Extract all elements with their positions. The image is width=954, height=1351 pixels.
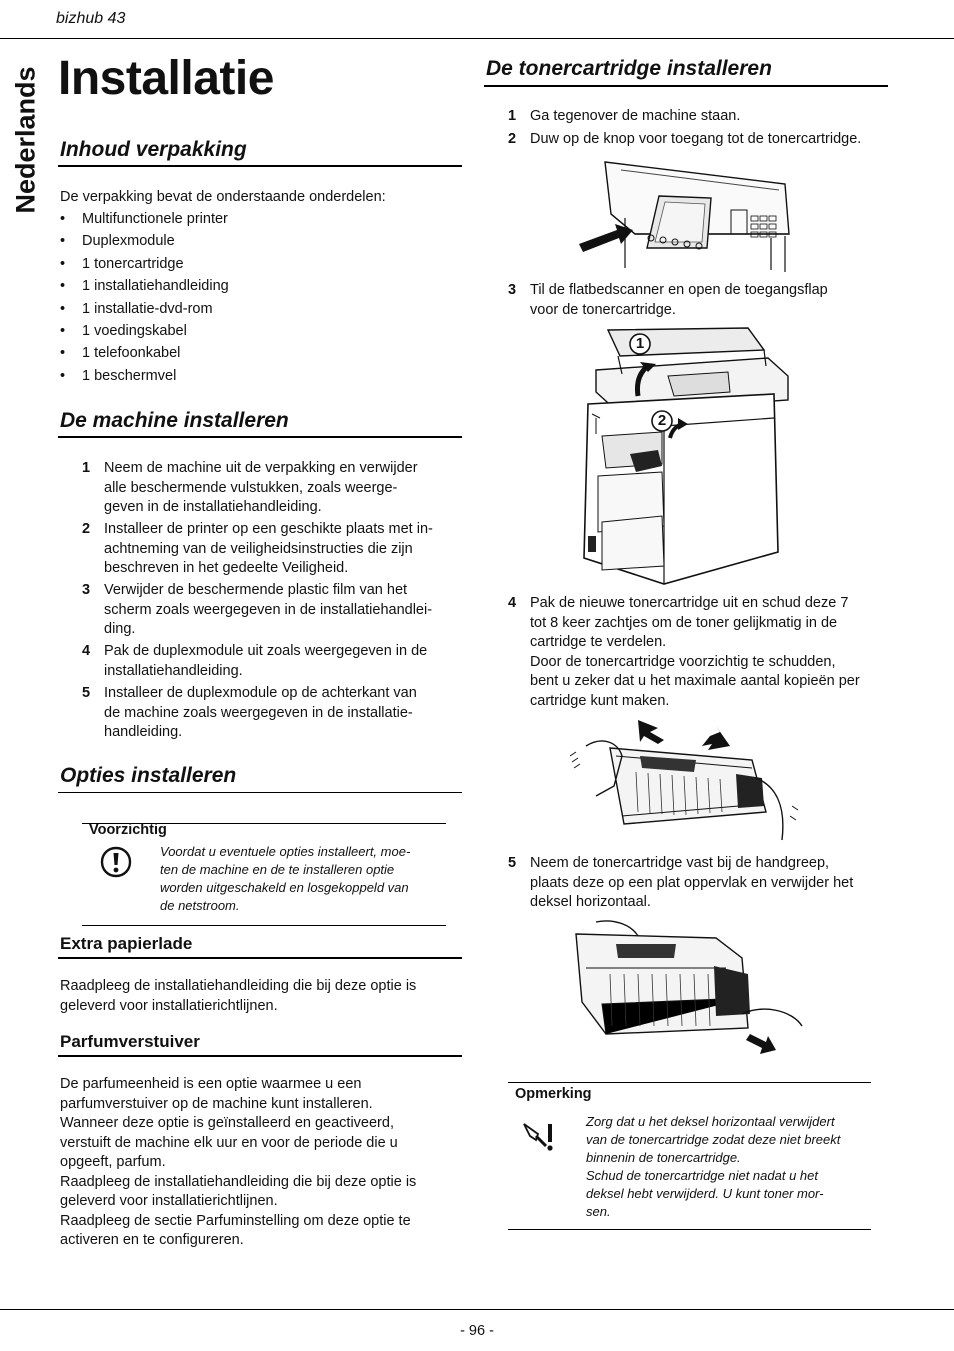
note-line: Schud de tonercartridge niet nadat u het (586, 1168, 818, 1183)
list-item: • Multifunctionele printer (60, 210, 460, 232)
note-line: binnenin de tonercartridge. (586, 1150, 741, 1165)
step-line: handleiding. (104, 724, 183, 740)
step-line: alle beschermende vulstukken, zoals weerge- (104, 479, 398, 496)
step-line: ding. (104, 621, 136, 637)
step-number: 2 (508, 131, 517, 147)
caution-bottom-rule (82, 925, 446, 926)
step-line: Ga tegenover de machine staan. (530, 108, 741, 124)
text-line: Wanneer deze optie is geïnstalleerd en geactiveerd, (60, 1115, 394, 1131)
text-line: geleverd voor installatierichtlijnen. (60, 997, 278, 1014)
text-line: De parfumeenheid is een optie waarmee u een (60, 1076, 362, 1092)
figure-open-scanner (578, 326, 792, 586)
toner-step-5 (508, 854, 898, 913)
header-rule (0, 38, 954, 39)
heading-rule (58, 165, 462, 167)
page-number: - 96 - (460, 1323, 494, 1339)
step-line: tot 8 keer zachtjes om de toner gelijkmatig in de (530, 614, 838, 631)
step-line: Door de tonercartridge voorzichtig te schudden, (530, 653, 836, 670)
heading-contents: Inhoud verpakking (60, 138, 247, 161)
step-line: cartridge kunt maken. (530, 692, 670, 709)
note-line: sen. (586, 1204, 611, 1219)
step-line: installatiehandleiding. (104, 662, 243, 679)
step-item (82, 642, 466, 684)
heading-rule (58, 957, 462, 959)
figure-callout-1: 1 (635, 335, 645, 352)
list-item: • Duplexmodule (60, 232, 460, 254)
list-item: • 1 telefoonkabel (60, 344, 460, 366)
note-bottom-rule (508, 1229, 871, 1230)
step-line: cartridge te verdelen. (530, 634, 667, 650)
step-item (82, 520, 466, 581)
step-line: Pak de duplexmodule uit zoals weergegeven in de (104, 643, 428, 659)
step-number: 1 (82, 460, 91, 476)
step-line: de machine zoals weergegeven in de installatie- (104, 704, 413, 721)
step-line: achtneming van de veiligheidsinstructies die zijn (104, 540, 413, 557)
toner-step-4 (508, 594, 898, 711)
note-top-rule (508, 1082, 871, 1083)
toner-step-1 (508, 107, 898, 127)
step-line: beschreven in het gedeelte Veiligheid. (104, 560, 349, 576)
heading-machine: De machine installeren (60, 409, 289, 432)
step-line: geven in de installatiehandleiding. (104, 499, 322, 515)
caution-title: Voorzichtig (89, 822, 167, 838)
heading-paper-tray: Extra papierlade (60, 934, 193, 953)
figure-remove-cover (566, 918, 806, 1056)
step-number: 1 (508, 108, 517, 124)
text-line: verstuift de machine elk uur en voor de periode die u (60, 1134, 398, 1151)
step-line: Duw op de knop voor toegang tot de tonercartridge. (530, 131, 862, 147)
toner-step-3 (508, 281, 898, 320)
step-number: 3 (508, 282, 517, 298)
contents-list (60, 210, 460, 389)
figure-callout-2: 2 (657, 412, 667, 429)
machine-steps (82, 459, 466, 745)
contents-intro: De verpakking bevat de onderstaande onderdelen: (60, 189, 386, 205)
list-item: • 1 installatie-dvd-rom (60, 300, 460, 322)
text-line: opgeeft, parfum. (60, 1154, 166, 1170)
step-line: scherm zoals weergegeven in de installatiehandlei- (104, 601, 433, 618)
note-line: Zorg dat u het deksel horizontaal verwijdert (586, 1114, 835, 1129)
text-line: Raadpleeg de installatiehandleiding die bij deze optie is (60, 1173, 417, 1190)
step-line: Verwijder de beschermende plastic film van het (104, 582, 408, 598)
text-line: geleverd voor installatierichtlijnen. (60, 1193, 278, 1209)
heading-rule (58, 436, 462, 438)
exclamation-icon (100, 846, 132, 878)
step-number: 4 (82, 643, 91, 659)
caution-text (160, 843, 446, 915)
step-line: Til de flatbedscanner en open de toegangsflap (530, 282, 828, 298)
step-line: Installeer de printer op een geschikte plaats met in- (104, 521, 433, 537)
note-pen-icon (522, 1118, 562, 1154)
step-number: 4 (508, 595, 517, 611)
language-label: Nederlands (10, 66, 41, 214)
heading-toner: De tonercartridge installeren (486, 57, 772, 80)
step-item (82, 581, 466, 642)
heading-options: Opties installeren (60, 764, 237, 787)
caution-line: Voordat u eventuele opties installeert, moe- (160, 844, 411, 859)
heading-rule (58, 1055, 462, 1057)
step-number: 5 (82, 685, 91, 701)
language-tab (12, 60, 40, 220)
step-line: Neem de tonercartridge vast bij de handgreep, (530, 855, 830, 871)
list-item: • 1 tonercartridge (60, 255, 460, 277)
figure-access-button (575, 156, 795, 272)
step-item (82, 684, 466, 745)
step-line: deksel horizontaal. (530, 894, 651, 910)
note-line: deksel hebt verwijderd. U kunt toner mor- (586, 1186, 824, 1201)
list-item: • 1 installatiehandleiding (60, 277, 460, 299)
heading-perfume: Parfumverstuiver (60, 1032, 200, 1051)
note-title: Opmerking (515, 1086, 592, 1102)
footer-rule (0, 1309, 954, 1310)
caution-line: de netstroom. (160, 898, 240, 913)
text-line: Raadpleeg de installatiehandleiding die bij deze optie is (60, 978, 417, 994)
caution-line: worden uitgeschakeld en losgekoppeld van (160, 880, 409, 895)
header-title: bizhub 43 (56, 10, 126, 27)
text-line: Raadpleeg de sectie Parfuminstelling om deze optie te (60, 1212, 411, 1229)
step-number: 2 (82, 521, 91, 537)
paper-tray-text (60, 977, 464, 1016)
text-line: parfumverstuiver op de machine kunt installeren. (60, 1095, 373, 1112)
page-title: Installatie (58, 52, 274, 105)
figure-shake-cartridge (566, 716, 804, 846)
step-line: plaats deze op een plat oppervlak en verwijder het (530, 874, 854, 891)
step-line: Installeer de duplexmodule op de achterkant van (104, 685, 417, 701)
step-line: Pak de nieuwe tonercartridge uit en schud deze 7 (530, 595, 849, 611)
text-line: activeren en te configureren. (60, 1232, 244, 1248)
step-number: 5 (508, 855, 517, 871)
list-item: • 1 beschermvel (60, 367, 460, 389)
note-line: van de tonercartridge zodat deze niet breekt (586, 1132, 841, 1147)
heading-rule (58, 792, 462, 793)
perfume-text (60, 1075, 464, 1251)
step-line: bent u zeker dat u het maximale aantal kopieën per (530, 673, 860, 689)
step-line: voor de tonercartridge. (530, 301, 676, 318)
heading-rule (484, 85, 888, 87)
step-number: 3 (82, 582, 91, 598)
list-item: • 1 voedingskabel (60, 322, 460, 344)
note-text (586, 1113, 871, 1221)
step-line: Neem de machine uit de verpakking en verwijder (104, 460, 418, 476)
caution-line: ten de machine en de te installeren optie (160, 862, 395, 877)
step-item (82, 459, 466, 520)
toner-step-2 (508, 130, 898, 150)
